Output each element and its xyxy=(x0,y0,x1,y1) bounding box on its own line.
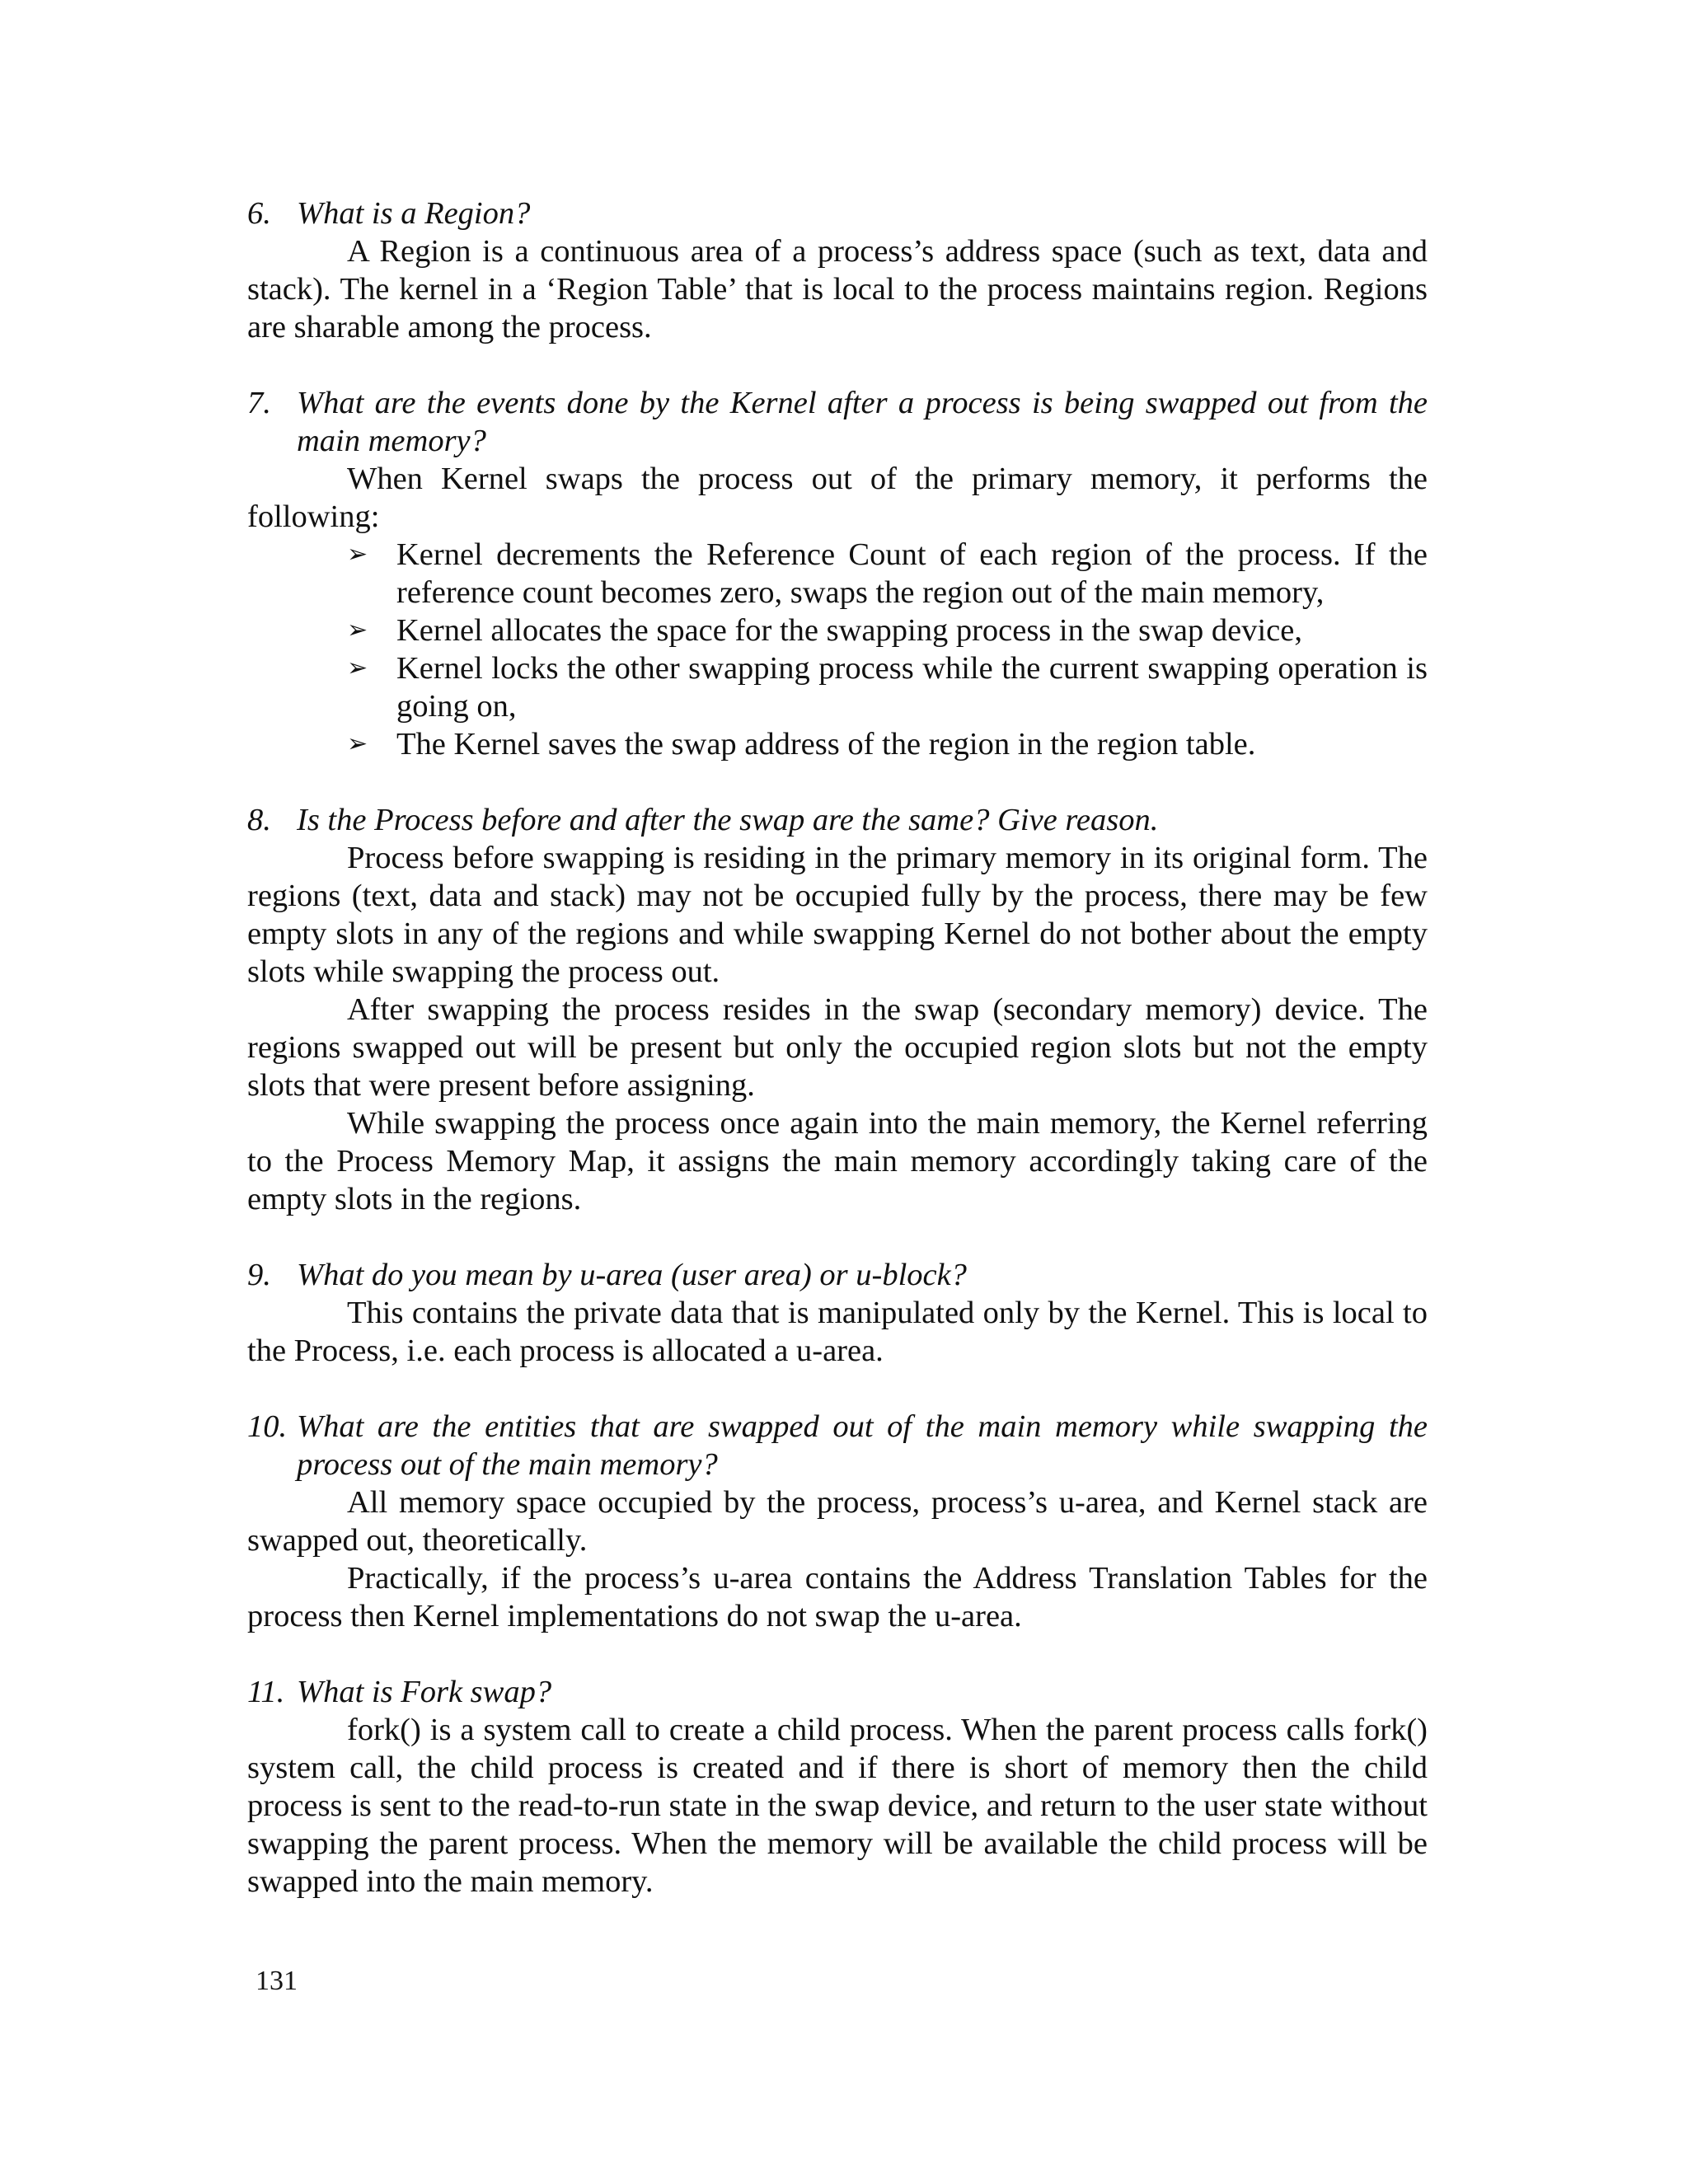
answer-paragraph: While swapping the process once again into the main memory, the Kernel referring to the Process Memory Map, it assigns the main memory accordingly taking care of the empty slots in the regions. xyxy=(247,1106,1428,1216)
list-item-text: Kernel allocates the space for the swapping process in the swap device, xyxy=(396,613,1302,648)
section-11 xyxy=(247,1673,1428,1900)
question-text: What are the events done by the Kernel after a process is being swapped out from the main memory? xyxy=(297,386,1428,458)
question-number: 7. xyxy=(247,386,271,420)
answer-paragraph: This contains the private data that is manipulated only by the Kernel. This is local to the Process, i.e. each process is allocated a u-area. xyxy=(247,1296,1428,1368)
question-heading xyxy=(247,1408,1428,1483)
arrowhead-bullet-icon: ➢ xyxy=(347,616,368,644)
list-item-text: The Kernel saves the swap address of the region in the region table. xyxy=(396,727,1256,762)
answer-paragraph: A Region is a continuous area of a process’s address space (such as text, data and stack). The kernel in a ‘Region Table’ that is local to the process maintains region. Regions are sharable among the process. xyxy=(247,234,1428,344)
question-heading xyxy=(247,1256,1428,1294)
question-text: What do you mean by u-area (user area) or u-block? xyxy=(297,1258,967,1292)
question-text: What is a Region? xyxy=(297,196,531,231)
question-heading xyxy=(247,194,1428,232)
answer-paragraph: Practically, if the process’s u-area contains the Address Translation Tables for the process then Kernel implementations do not swap the u-area. xyxy=(247,1561,1428,1633)
section-6 xyxy=(247,194,1428,346)
arrowhead-bullet-icon: ➢ xyxy=(347,654,368,682)
answer-paragraph: When Kernel swaps the process out of the primary memory, it performs the following: xyxy=(247,462,1428,534)
page-number: 131 xyxy=(256,1966,298,1996)
answer-paragraph: After swapping the process resides in the swap (secondary memory) device. The regions swapped out will be present but only the occupied region slots but not the empty slots that were present before assigning. xyxy=(247,992,1428,1103)
question-text: What are the entities that are swapped out of the main memory while swapping the process out of the main memory? xyxy=(297,1409,1428,1482)
list-item xyxy=(347,649,1428,725)
section-10 xyxy=(247,1408,1428,1635)
list-item-text: Kernel locks the other swapping process while the current swapping operation is going on, xyxy=(396,651,1428,724)
page-content xyxy=(247,194,1428,1900)
question-heading xyxy=(247,801,1428,839)
question-text: Is the Process before and after the swap are the same? Give reason. xyxy=(297,803,1159,837)
question-number: 11. xyxy=(247,1675,285,1709)
answer-paragraph: All memory space occupied by the process, process’s u-area, and Kernel stack are swapped out, theoretically. xyxy=(247,1485,1428,1558)
list-item xyxy=(347,536,1428,612)
answer-paragraph: fork() is a system call to create a child process. When the parent process calls fork() system call, the child process is created and if there is short of memory then the child process is sent to the read-to-run state in the swap device, and return to the user state without swapping the parent process. When the memory will be available the child process will be swapped into the main memory. xyxy=(247,1713,1428,1899)
arrowhead-bullet-icon: ➢ xyxy=(347,541,368,568)
question-number: 10. xyxy=(247,1409,288,1444)
list-item xyxy=(347,725,1428,763)
question-text: What is Fork swap? xyxy=(297,1675,552,1709)
list-item-text: Kernel decrements the Reference Count of each region of the process. If the reference count becomes zero, swaps the region out of the main memory, xyxy=(396,537,1428,610)
bullet-list xyxy=(247,536,1428,763)
section-7 xyxy=(247,384,1428,763)
question-heading xyxy=(247,384,1428,460)
list-item xyxy=(347,612,1428,649)
arrowhead-bullet-icon: ➢ xyxy=(347,730,368,757)
question-heading xyxy=(247,1673,1428,1711)
section-9 xyxy=(247,1256,1428,1370)
section-8 xyxy=(247,801,1428,1218)
question-number: 9. xyxy=(247,1258,271,1292)
question-number: 8. xyxy=(247,803,271,837)
question-number: 6. xyxy=(247,196,271,231)
answer-paragraph: Process before swapping is residing in the primary memory in its original form. The regions (text, data and stack) may not be occupied fully by the process, there may be few empty slots in any of the regions and while swapping Kernel do not bother about the empty slots while swapping the process out. xyxy=(247,841,1428,989)
